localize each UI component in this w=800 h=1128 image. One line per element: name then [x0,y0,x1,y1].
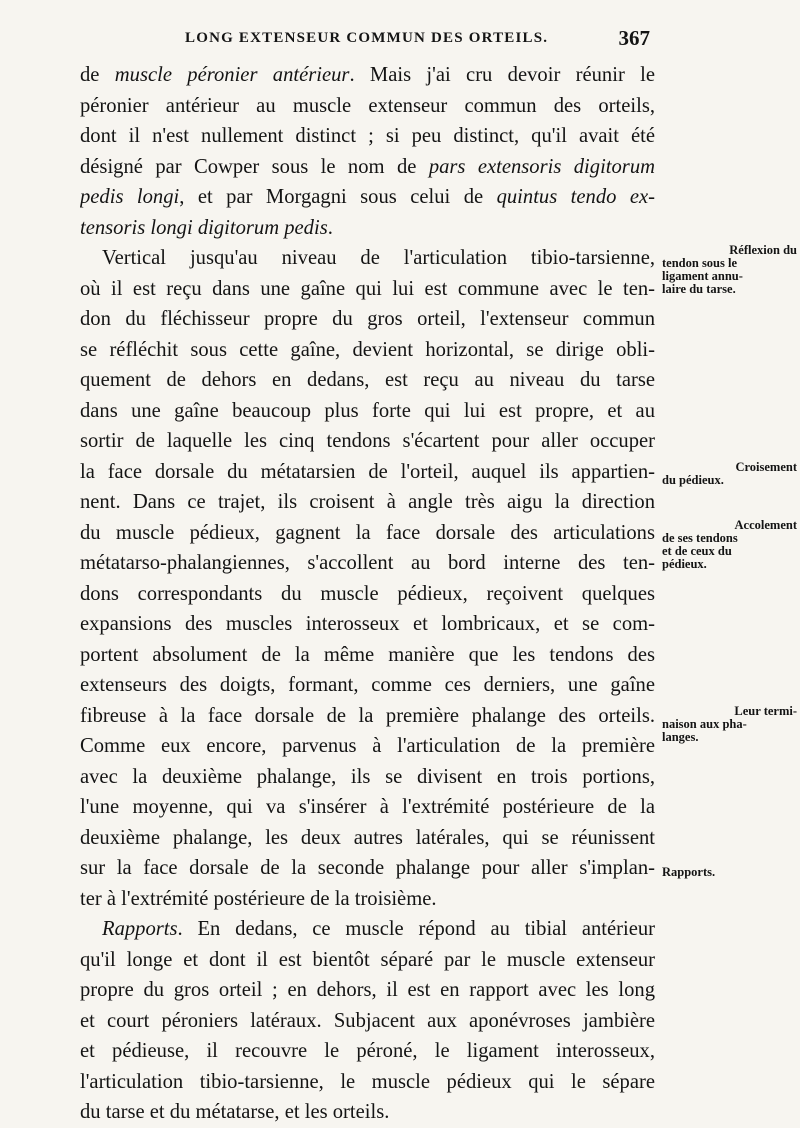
italic-text: pars extensoris digitorum [428,155,655,178]
text-line [80,731,655,762]
text-span: . [327,216,333,239]
text-span: la face dorsale du métatarsien de l'orteil, auquel ils appartien- [80,460,655,483]
text-line [80,1067,655,1098]
text-span: Comme eux encore, parvenus à l'articulation de la première [80,735,655,757]
text-span: propre du gros orteil ; en dehors, il est en rapport avec les long [80,979,655,1001]
text-span: deuxième phalange, les deux autres latérales, qui se réunissent [80,826,655,849]
text-span: qu'il longe et dont il est bientôt séparé par le muscle extenseur [80,948,655,971]
text-span: nent. Dans ce trajet, ils croisent à angle très aigu la direction [80,491,655,513]
text-span: avec la deuxième phalange, ils se divisent en trois portions, [80,765,655,788]
italic-text: muscle péronier antérieur [114,64,350,86]
margin-note [662,705,797,744]
text-span: et court péroniers latéraux. Subjacent aux aponévroses jambière [80,1009,655,1032]
text-line [80,1036,655,1067]
text-line [80,274,655,305]
text-line [80,701,655,732]
text-span: extenseurs des doigts, formant, comme ces derniers, une gaîne [80,674,655,696]
margin-note-line: Leur termi- [734,704,797,718]
italic-text: Rapports [102,918,178,940]
text-line [80,853,655,884]
margin-note [662,866,797,879]
margin-note-line: de ses tendons [662,531,738,545]
margin-note [662,244,797,296]
margin-note-line: pédieux. [662,557,707,571]
text-line [80,579,655,610]
text-line [80,243,655,274]
text-line [80,640,655,671]
text-line [80,213,655,244]
text-line [80,91,655,122]
text-span: fibreuse à la face dorsale de la première phalange des orteils. [80,704,655,727]
text-line [80,365,655,396]
text-line [80,457,655,488]
margin-note [662,461,797,487]
text-span: don du fléchisseur propre du gros orteil, l'extenseur commun [80,308,655,330]
text-span: . Mais j'ai cru devoir réunir le [349,64,655,86]
margin-note-line: Réflexion du [729,243,797,257]
italic-text: pedis longi [80,186,180,208]
text-span: péronier antérieur au muscle extenseur commun des orteils, [80,94,655,117]
text-line [80,121,655,152]
text-span: métatarso-phalangiennes, s'accollent au bord interne des ten- [80,552,655,574]
text-span: où il est reçu dans une gaîne qui lui est commune avec le ten- [80,277,655,300]
text-line [80,609,655,640]
text-span: ter à l'extrémité postérieure de la troisième. [80,887,437,910]
margin-note-line: Accolement [734,518,797,532]
text-span: se réfléchit sous cette gaîne, devient horizontal, se dirige obli- [80,338,655,361]
margin-note-line: langes. [662,730,699,744]
text-line [80,670,655,701]
margin-note-line: Rapports. [662,865,716,879]
text-line [80,518,655,549]
text-line [80,152,655,183]
text-span: de [80,64,115,86]
text-span: sortir de laquelle les cinq tendons s'écartent pour aller occuper [80,430,655,452]
text-line [80,396,655,427]
text-line [80,823,655,854]
text-line [80,426,655,457]
text-line [80,945,655,976]
margin-note-line: naison aux pha- [662,717,747,731]
text-span: . En dedans, ce muscle répond au tibial antérieur [177,918,655,940]
running-title: LONG EXTENSEUR COMMUN DES ORTEILS. [185,30,549,46]
text-span: sur la face dorsale de la seconde phalange pour aller s'implan- [80,857,655,879]
text-line [80,762,655,793]
body-text [80,60,655,1128]
text-line [80,487,655,518]
text-span: dons correspondants du muscle pédieux, reçoivent quelques [80,582,655,605]
text-span: l'articulation tibio-tarsienne, le muscle pédieux qui le sépare [80,1070,655,1093]
text-span: dont il n'est nullement distinct ; si peu distinct, qu'il avait été [80,125,655,147]
text-span: quement de dehors en dedans, est reçu au niveau du tarse [80,369,655,391]
text-span: et pédieuse, il recouvre le péroné, le ligament interosseux, [80,1040,655,1062]
text-line [80,548,655,579]
margin-note-line: du pédieux. [662,473,724,487]
text-line [80,1097,655,1128]
margin-note-line: tendon sous le [662,256,738,270]
margin-note [662,519,797,571]
italic-text: quintus tendo ex- [496,186,655,208]
margin-note-line: Croisement [735,460,797,474]
text-span: l'une moyenne, qui va s'insérer à l'extrémité postérieure de la [80,796,655,818]
text-line [80,60,655,91]
italic-text: tensoris longi digitorum pedis [80,216,328,239]
margin-note-line: ligament annu- [662,269,743,283]
text-line [80,975,655,1006]
text-line [80,1006,655,1037]
text-span: dans une gaîne beaucoup plus forte qui lui est propre, et au [80,399,655,422]
text-span: portent absolument de la même manière que les tendons des [80,643,655,666]
text-line [80,914,655,945]
text-span: Vertical jusqu'au niveau de l'articulation tibio-tarsienne, [102,247,655,269]
margin-note-line: laire du tarse. [662,282,736,296]
page-number: 367 [618,26,650,50]
text-span: du muscle pédieux, gagnent la face dorsale des articulations [80,521,655,544]
text-line [80,792,655,823]
page-header [80,28,650,54]
text-span: du tarse et du métatarse, et les orteils. [80,1101,390,1123]
text-line [80,304,655,335]
text-span: expansions des muscles interosseux et lombricaux, et se com- [80,613,655,635]
text-line [80,182,655,213]
text-line [80,884,655,915]
margin-note-line: et de ceux du [662,544,732,558]
text-span: , et par Morgagni sous celui de [179,186,497,208]
text-span: désigné par Cowper sous le nom de [80,155,429,178]
text-line [80,335,655,366]
